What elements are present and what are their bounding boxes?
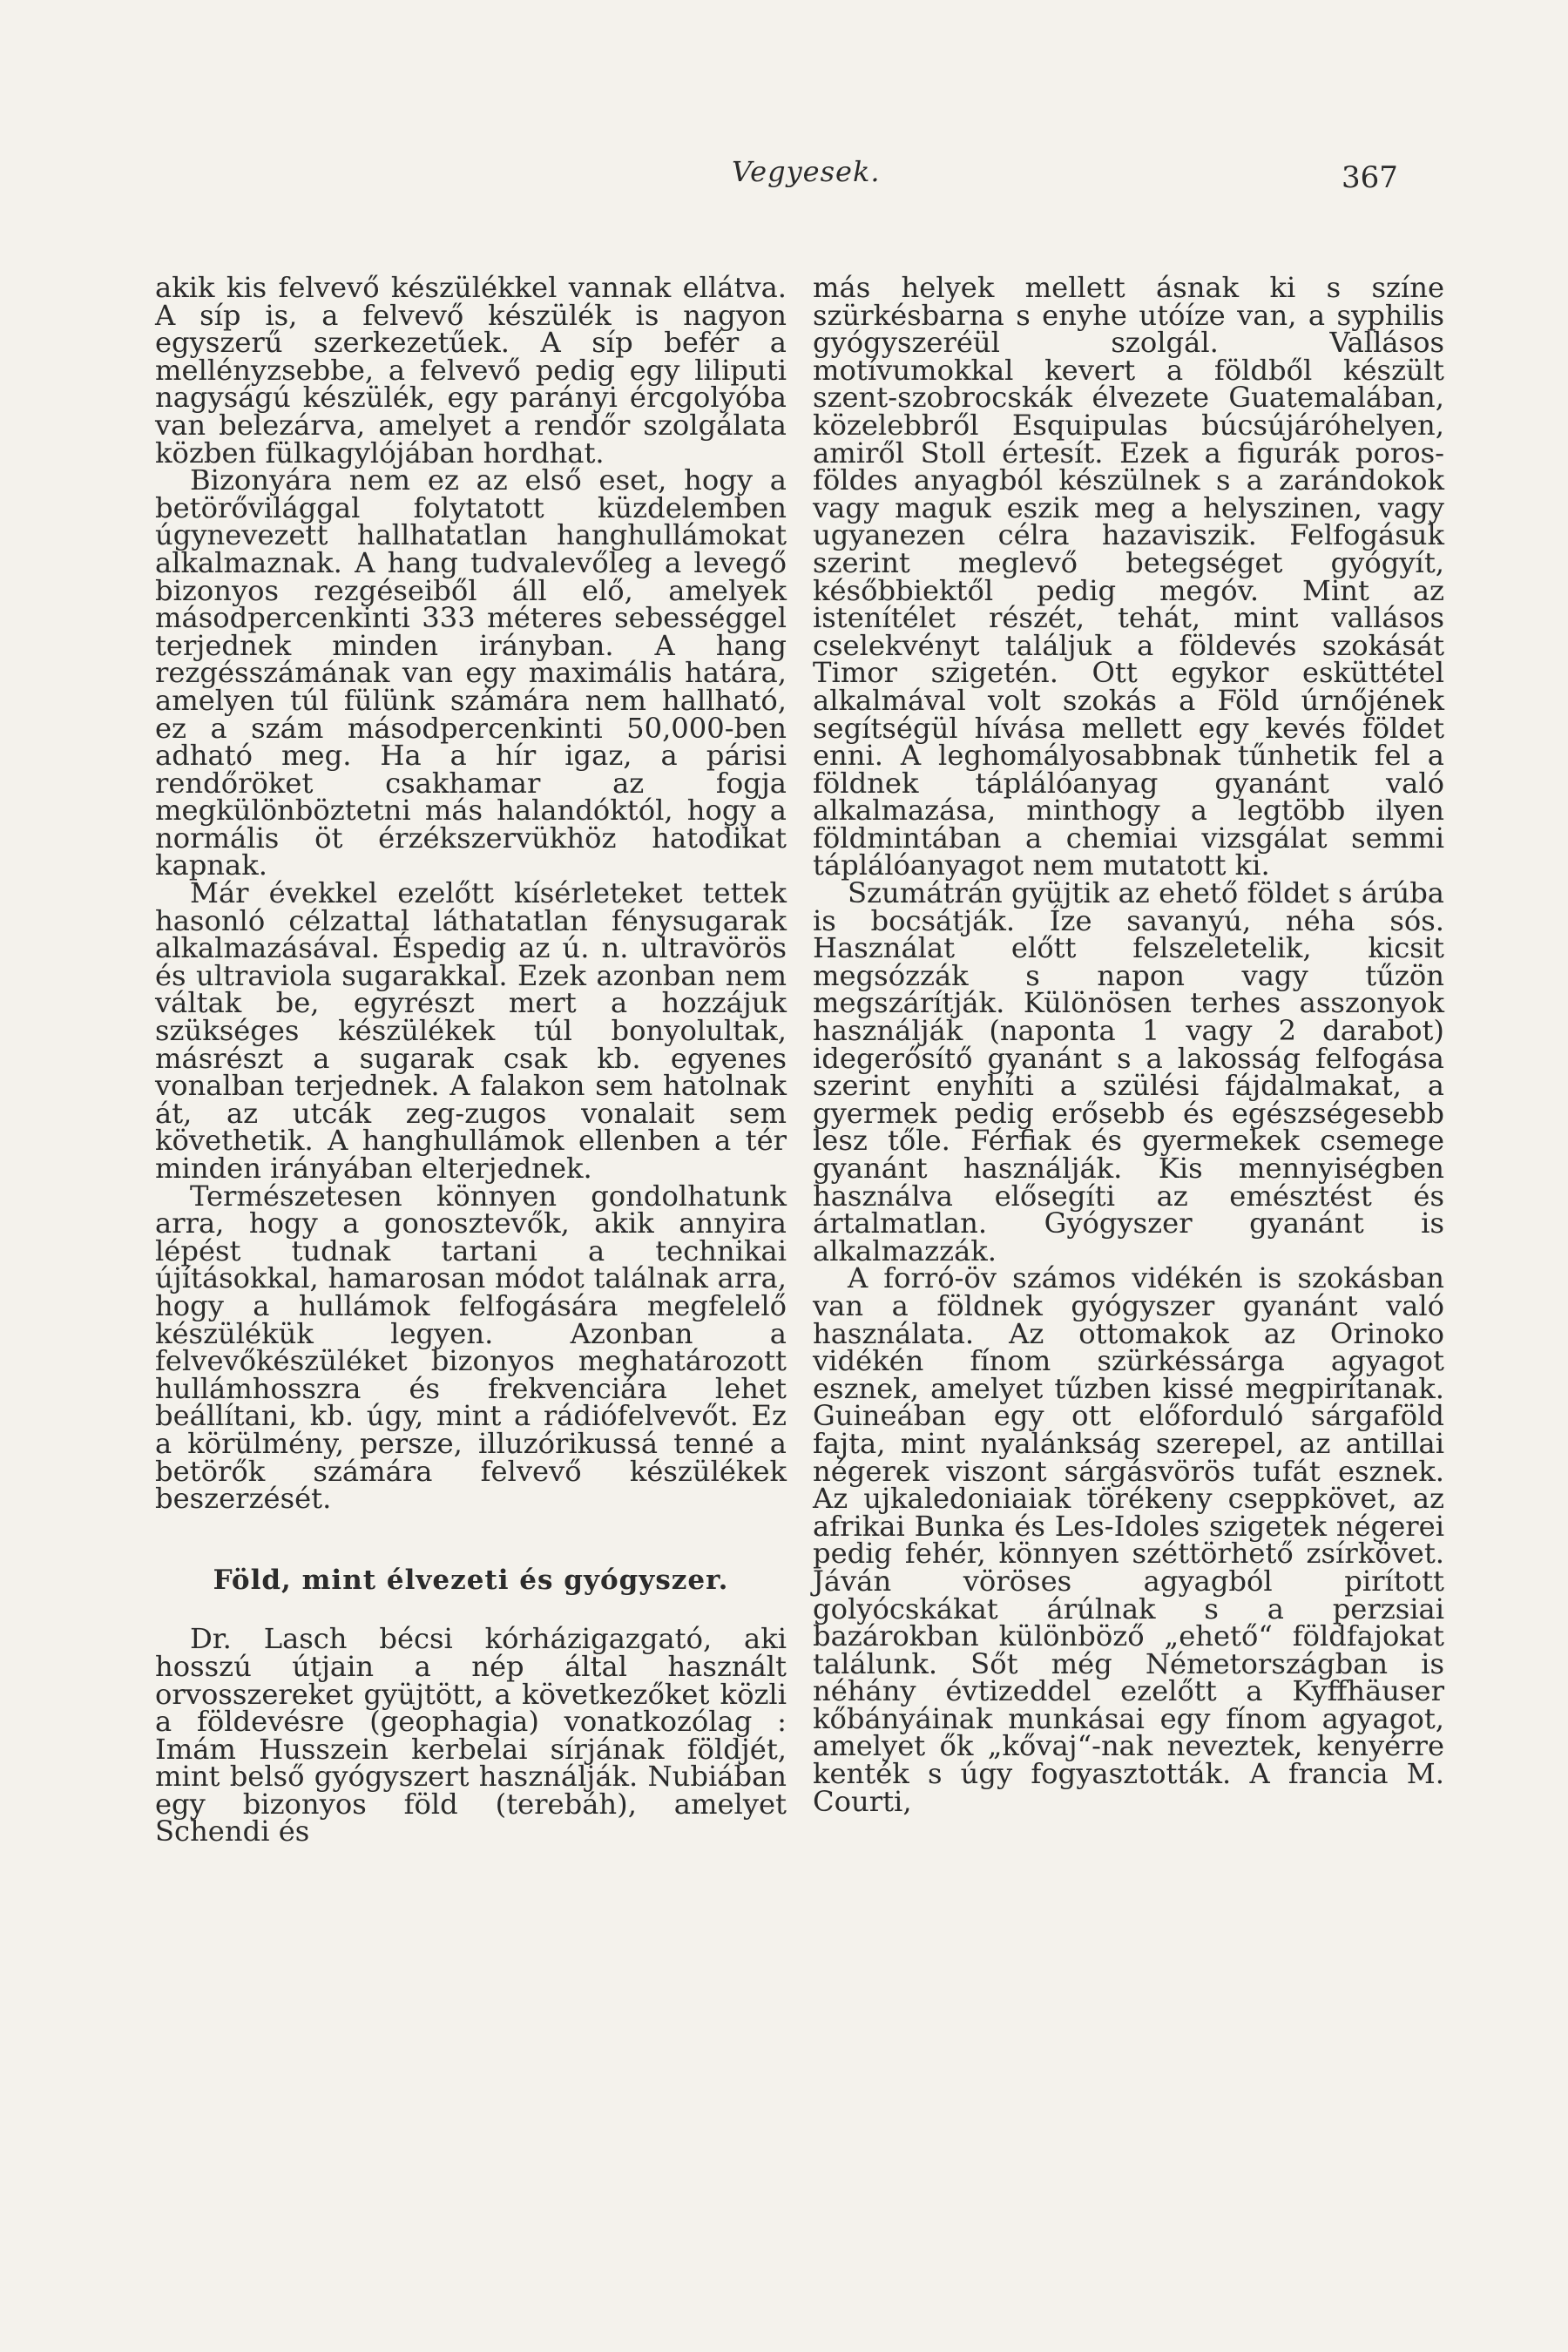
paragraph: A forró-öv számos vidékén is szokásban van a földnek gyógyszer gyanánt való használata. Az ottomakok az Orinoko vidékén fínom szürkéssárga agyagot esznek, amelyet tűzben kissé megpirítanak. Guineában egy ott előforduló sárgaföld fajta, mint nyalánkság szerepel, az antillai négerek viszont sárgásvörös tufát esznek. Az ujkaledoniaiak törékeny cseppkövet, az afrikai Bunka és Les-Idoles szigetek négerei pedig fehér, könnyen széttörhető zsírkövet. Jáván vöröses agyagból pirított golyócskákat árúlnak s a perzsiai bazárokban különböző „ehető“ földfajokat találunk. Sőt még Németországban is néhány évtizeddel ezelőtt a Kyffhäuser kőbányáinak munkásai egy fínom agyagot, amelyet ők „kővaj“-nak neveztek, kenyérre kenték s úgy fogyasztották. A francia M. Courti, <box>813 1261 1444 1818</box>
paragraph: Bizonyára nem ez az első eset, hogy a betörővilággal folytatott küzdelemben úgynevezett hallhatatlan hanghullámokat alkalmaznak. A hang tudvalevőleg a levegő bizonyos rezgéseiből áll elő, amelyek másodpercenkinti 333 méteres sebességgel terjednek minden irányban. A hang rezgésszámának van egy maximális határa, amelyen túl fülünk számára nem hallható, ez a szám másodpercenkinti 50,000-ben adható meg. Ha a hír igaz, a párisi rendőröket csakhamar az fogja megkülönböztetni más halandóktól, hogy a normális öt érzékszervükhöz hatodikat kapnak. <box>155 463 787 882</box>
paragraph: Már évekkel ezelőtt kísérleteket tettek hasonló célzattal láthatatlan fénysugarak alkalmazásával. Éspedig az ú. n. ultravörös és ultraviola sugarakkal. Ezek azonban nem váltak be, egyrészt mert a hozzájuk szükséges készülékek túl bonyolultak, másrészt a sugarak csak kb. egyenes vonalban terjednek. A falakon sem hatolnak át, az utcák zeg-zugos vonalait sem követhetik. A hanghullámok ellenben a tér minden irányában elterjednek. <box>155 876 787 1185</box>
left-column <box>155 271 787 1848</box>
page-number: 367 <box>1342 160 1398 195</box>
paragraph: Dr. Lasch bécsi kórházigazgató, aki hosszú útjain a nép által használt orvosszereket gyüjtött, a következőket közli a földevésre (geophagia) vonatkozólag : Imám Husszein kerbelai sírjának földjét, mint belső gyógyszert használják. Nubiában egy bizonyos föld (terebáh), amelyet Schendi és <box>155 1622 787 1848</box>
paragraph: más helyek mellett ásnak ki s színe szürkésbarna s enyhe utóíze van, a syphilis gyógyszeréül szolgál. Vallásos motívumokkal kevert a földből készült szent-szobrocskák élvezete Guatemalában, közelebbről Esquipulas búcsújáróhelyen, amiről Stoll értesít. Ezek a figurák poros-földes anyagból készülnek s a zarándokok vagy maguk eszik meg a helyszinen, vagy ugyanezen célra hazaviszik. Felfogásuk szerint meglevő betegséget gyógyít, későbbiektől pedig megóv. Mint az istenítélet részét, tehát, mint vallásos cselekvényt találjuk a földevés szokását Timor szigetén. Ott egykor esküttétel alkalmával volt szokás a Föld úrnőjének segítségül hívása mellett egy kevés földet enni. A leghomályosabbnak tűnhetik fel a földnek táplálóanyag gyanánt való alkalmazása, minthogy a legtöbb ilyen földmintában a chemiai vizsgálat semmi táplálóanyagot nem mutatott ki. <box>813 271 1444 882</box>
paragraph: Természetesen könnyen gondolhatunk arra, hogy a gonosztevők, akik annyira lépést tudnak tartani a technikai újításokkal, hamarosan módot találnak arra, hogy a hullámok felfogására megfelelő készülékük legyen. Azonban a felvevőkészüléket bizonyos meghatározott hullámhosszra és frekvenciára lehet beállítani, kb. úgy, mint a rádiófelvevőt. Ez a körülmény, persze, illuzórikussá tenné a betörők számára felvevő készülékek beszerzését. <box>155 1179 787 1516</box>
running-head: Vegyesek. <box>732 155 881 188</box>
section-heading: Föld, mint élvezeti és gyógyszer. <box>213 1564 729 1596</box>
paragraph: akik kis felvevő készülékkel vannak ellátva. A síp is, a felvevő készülék is nagyon egyszerű szerkezetűek. A síp befér a mellényzsebbe, a felvevő pedig egy liliputi nagyságú készülék, egy parányi ércgolyóba van belezárva, amelyet a rendőr szolgálata közben fülkagylójában hordhat. <box>155 271 787 470</box>
page-header <box>0 155 1568 207</box>
paragraph: Szumátrán gyüjtik az ehető földet s árúba is bocsátják. Íze savanyú, néha sós. Használat előtt felszeletelik, kicsit megsózzák s napon vagy tűzön megszárítják. Különösen terhes asszonyok használják (naponta 1 vagy 2 darabot) idegerősítő gyanánt s a lakosság felfogása szerint enyhíti a szülési fájdalmakat, a gyermek pedig erősebb és egészségesebb lesz tőle. Férfiak és gyermekek csemege gyanánt használják. Kis mennyiségben használva elősegíti az emésztést és ártalmatlan. Gyógyszer gyanánt is alkalmazzák. <box>813 876 1444 1267</box>
right-column <box>813 271 1444 1818</box>
